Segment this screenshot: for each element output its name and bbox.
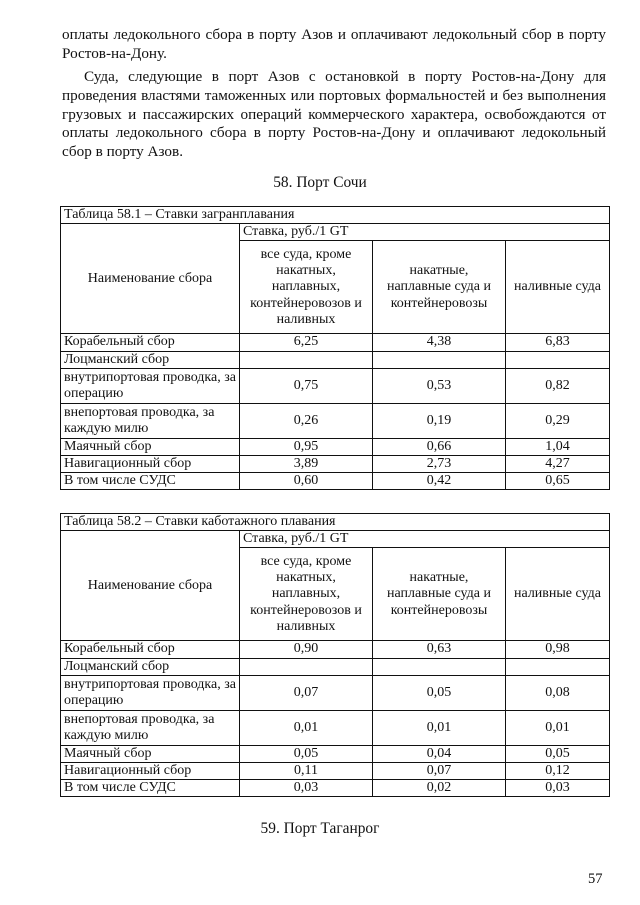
row-fee-name: внепортовая проводка, за каждую милю [61,403,240,438]
row-fee-name: Корабельный сбор [61,334,240,351]
row-value [506,658,610,675]
row-fee-name: внутрипортовая проводка, за операцию [61,675,240,710]
header-col-tankers: наливные суда [506,241,610,334]
row-value: 0,02 [373,780,506,797]
row-value: 0,07 [240,675,373,710]
header-col-all-vessels: все суда, кроме накатных, наплавных, контейнеровозов и наливных [240,548,373,641]
row-fee-name: Навигационный сбор [61,456,240,473]
page-number: 57 [588,871,603,887]
header-col-all-vessels: все суда, кроме накатных, наплавных, контейнеровозов и наливных [240,241,373,334]
rates-table-coastal [60,513,610,797]
row-value: 0,05 [373,675,506,710]
paragraph-azov-exemption: Суда, следующие в порт Азов с остановкой в порту Ростов-на-Дону для проведения властями таможенных или портовых формальностей и без выполнения грузовых и пассажирских операций коммерческого характера, освобождаются от оплаты ледокольного сбора в порту Ростов-на-Дону и оплачивают ледокольный сбор в порту Азов. [62,68,606,161]
row-value [506,351,610,368]
row-value: 0,98 [506,641,610,658]
table-row [61,780,610,797]
row-value: 0,60 [240,473,373,490]
table-row [61,710,610,745]
row-value: 4,38 [373,334,506,351]
row-value: 0,05 [506,745,610,762]
header-col-roro-container: накатные, наплавные суда и контейнеровозы [373,548,506,641]
table-row [61,641,610,658]
row-value: 0,11 [240,763,373,780]
row-fee-name: внутрипортовая проводка, за операцию [61,368,240,403]
row-value: 0,95 [240,438,373,455]
row-value: 2,73 [373,456,506,473]
table-row [61,438,610,455]
table-row [61,368,610,403]
row-value: 0,08 [506,675,610,710]
header-col-roro-container: накатные, наплавные суда и контейнеровозы [373,241,506,334]
row-fee-name: В том числе СУДС [61,473,240,490]
table-row [61,745,610,762]
row-value: 0,53 [373,368,506,403]
row-value: 0,42 [373,473,506,490]
row-value: 0,29 [506,403,610,438]
row-value [373,658,506,675]
row-value: 0,05 [240,745,373,762]
row-value [373,351,506,368]
header-rate-unit: Ставка, руб./1 GT [240,224,610,241]
row-value: 0,65 [506,473,610,490]
row-value [240,658,373,675]
row-value: 0,03 [506,780,610,797]
row-value [240,351,373,368]
row-value: 6,25 [240,334,373,351]
table-caption-row [61,514,610,531]
table-row [61,675,610,710]
row-value: 0,75 [240,368,373,403]
table-row [61,763,610,780]
header-fee-name: Наименование сбора [61,224,240,334]
rates-table-foreign [60,206,610,490]
table-caption: Таблица 58.2 – Ставки каботажного плавания [61,514,610,531]
table-row [61,403,610,438]
row-fee-name: Лоцманский сбор [61,658,240,675]
row-value: 3,89 [240,456,373,473]
row-value: 0,90 [240,641,373,658]
table-row [61,351,610,368]
row-value: 0,82 [506,368,610,403]
row-fee-name: Навигационный сбор [61,763,240,780]
row-value: 1,04 [506,438,610,455]
table-header-row [61,224,610,241]
row-value: 0,01 [373,710,506,745]
row-value: 0,01 [240,710,373,745]
paragraph-continuation: оплаты ледокольного сбора в порту Азов и оплачивают ледокольный сбор в порту Ростов-на-Дону. [62,26,606,62]
row-fee-name: Маячный сбор [61,438,240,455]
table-caption-row [61,207,610,224]
section-heading-sochi: 58. Порт Сочи [273,174,367,191]
row-value: 0,63 [373,641,506,658]
row-value: 0,04 [373,745,506,762]
row-value: 0,12 [506,763,610,780]
row-value: 0,19 [373,403,506,438]
row-fee-name: Лоцманский сбор [61,351,240,368]
row-value: 0,66 [373,438,506,455]
section-heading-taganrog: 59. Порт Таганрог [260,820,380,837]
row-value: 4,27 [506,456,610,473]
row-value: 0,03 [240,780,373,797]
row-value: 6,83 [506,334,610,351]
table-row [61,473,610,490]
row-fee-name: Маячный сбор [61,745,240,762]
table-row [61,658,610,675]
header-rate-unit: Ставка, руб./1 GT [240,531,610,548]
row-value: 0,01 [506,710,610,745]
table-row [61,334,610,351]
row-fee-name: внепортовая проводка, за каждую милю [61,710,240,745]
row-value: 0,07 [373,763,506,780]
table-row [61,456,610,473]
row-fee-name: В том числе СУДС [61,780,240,797]
header-col-tankers: наливные суда [506,548,610,641]
header-fee-name: Наименование сбора [61,531,240,641]
row-fee-name: Корабельный сбор [61,641,240,658]
table-caption: Таблица 58.1 – Ставки загранплавания [61,207,610,224]
row-value: 0,26 [240,403,373,438]
table-header-row [61,531,610,548]
